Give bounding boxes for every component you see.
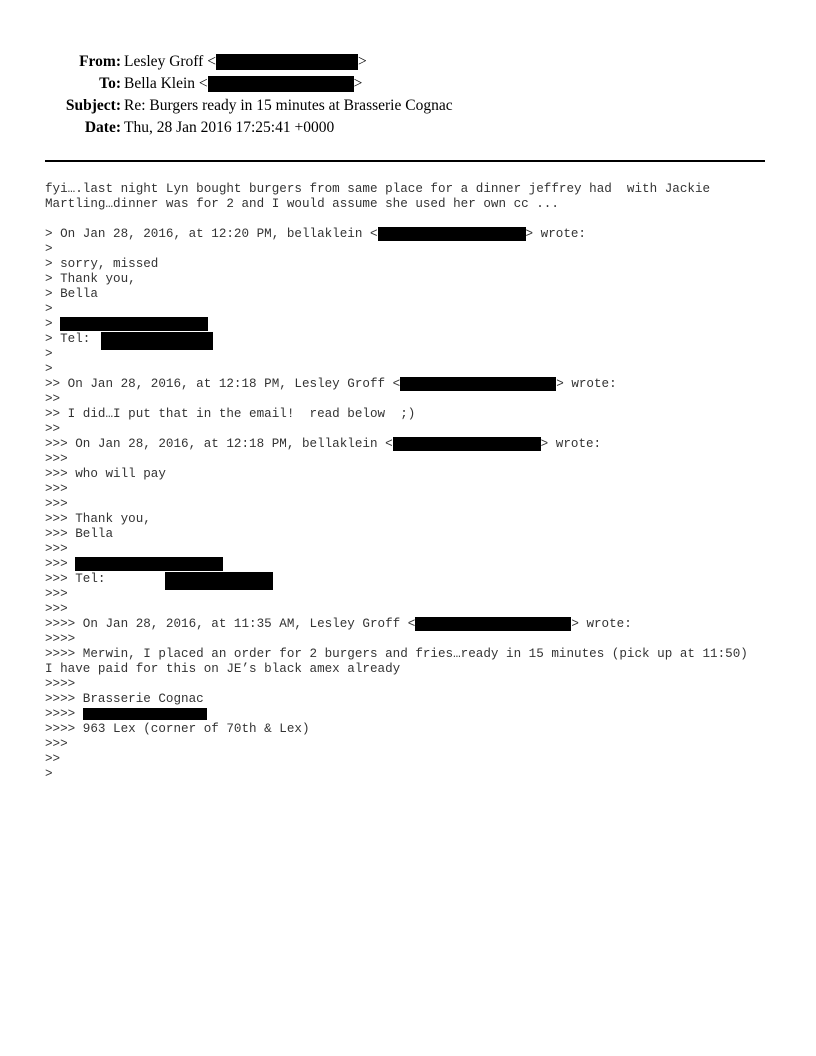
- quote-marker: >>>>: [45, 707, 83, 721]
- body-line: >>>> 963 Lex (corner of 70th & Lex): [45, 722, 310, 736]
- body-line: [45, 317, 785, 332]
- body-line: [45, 707, 785, 722]
- body-line: >>>: [45, 452, 68, 466]
- body-line: >: [45, 362, 53, 376]
- body-line: >: [45, 242, 53, 256]
- body-line: [45, 377, 785, 392]
- body-line: >>>> Merwin, I placed an order for 2 burgers and fries…ready in 15 minutes (pick up at 11:50): [45, 647, 748, 661]
- quote-marker: >: [45, 317, 61, 331]
- quote-header-end: > wrote:: [556, 377, 617, 391]
- body-line: > Bella: [45, 287, 98, 301]
- body-line: >>> Bella: [45, 527, 114, 541]
- body-line: >>>>: [45, 632, 76, 646]
- date-value: Thu, 28 Jan 2016 17:25:41 +0000: [124, 119, 335, 136]
- body-line: [45, 332, 785, 347]
- body-line: >> I did…I put that in the email! read below ;): [45, 407, 416, 421]
- tel-label: > Tel:: [45, 332, 98, 346]
- body-line: >: [45, 767, 53, 781]
- body-line: [45, 617, 785, 632]
- header-divider: [45, 160, 765, 162]
- body-line: [45, 572, 785, 587]
- quote-header-end: > wrote:: [571, 617, 632, 631]
- body-line: >>: [45, 392, 61, 406]
- redaction-block: [393, 437, 541, 451]
- quote-marker: >>>: [45, 557, 76, 571]
- body-line: [45, 227, 785, 242]
- quote-header: > On Jan 28, 2016, at 12:20 PM, bellaklein <: [45, 227, 378, 241]
- body-line: >>>: [45, 542, 68, 556]
- from-end: >: [357, 53, 367, 70]
- body-line: [45, 437, 785, 452]
- header-to-row: [0, 74, 816, 94]
- header-from-row: [0, 52, 816, 72]
- redaction-block: [400, 377, 556, 391]
- body-line: >>>> Brasserie Cognac: [45, 692, 204, 706]
- quote-header-end: > wrote:: [525, 227, 586, 241]
- to-end: >: [353, 75, 363, 92]
- from-label: From:: [79, 53, 121, 70]
- redaction-block: [60, 317, 208, 331]
- quote-header: >> On Jan 28, 2016, at 12:18 PM, Lesley Groff <: [45, 377, 401, 391]
- body-line: Martling…dinner was for 2 and I would assume she used her own cc ...: [45, 197, 559, 211]
- redaction-block: [75, 557, 223, 571]
- from-name: Lesley Groff <: [124, 53, 216, 70]
- body-line: fyi….last night Lyn bought burgers from same place for a dinner jeffrey had with Jackie: [45, 182, 711, 196]
- body-line: >>> who will pay: [45, 467, 166, 481]
- body-line: > sorry, missed: [45, 257, 159, 271]
- body-line: I have paid for this on JE’s black amex already: [45, 662, 401, 676]
- date-label: Date:: [84, 119, 121, 136]
- header-subject-row: [0, 96, 816, 116]
- email-body: [45, 182, 785, 782]
- to-label: To:: [99, 75, 121, 92]
- body-line: >>>: [45, 602, 68, 616]
- from-value: [124, 52, 367, 72]
- body-line: >>> Thank you,: [45, 512, 151, 526]
- body-line: > Thank you,: [45, 272, 136, 286]
- body-line: >>: [45, 422, 61, 436]
- to-value: [124, 74, 362, 94]
- redaction-block: [83, 708, 207, 720]
- redaction-block: [216, 54, 358, 70]
- tel-label: >>> Tel:: [45, 572, 106, 586]
- body-line: >: [45, 302, 53, 316]
- quote-header-end: > wrote:: [540, 437, 602, 451]
- subject-label: Subject:: [65, 97, 121, 114]
- body-line: >>>: [45, 497, 68, 511]
- body-line: [45, 212, 785, 227]
- quote-header: >>>> On Jan 28, 2016, at 11:35 AM, Lesley Groff <: [45, 617, 416, 631]
- subject-value: Re: Burgers ready in 15 minutes at Brasserie Cognac: [124, 97, 453, 114]
- redaction-block: [415, 617, 571, 631]
- redaction-block: [165, 572, 273, 590]
- quote-header: >>> On Jan 28, 2016, at 12:18 PM, bellaklein <: [45, 437, 393, 451]
- redaction-block: [208, 76, 354, 92]
- body-line: >>>: [45, 737, 68, 751]
- body-line: >>>: [45, 482, 68, 496]
- body-line: >>>: [45, 587, 68, 601]
- body-line: >>>>: [45, 677, 76, 691]
- body-line: [45, 557, 785, 572]
- header-date-row: [0, 118, 816, 138]
- to-name: Bella Klein <: [124, 75, 208, 92]
- body-line: >: [45, 347, 53, 361]
- redaction-block: [378, 227, 526, 241]
- redaction-block: [101, 332, 213, 350]
- body-line: >>: [45, 752, 61, 766]
